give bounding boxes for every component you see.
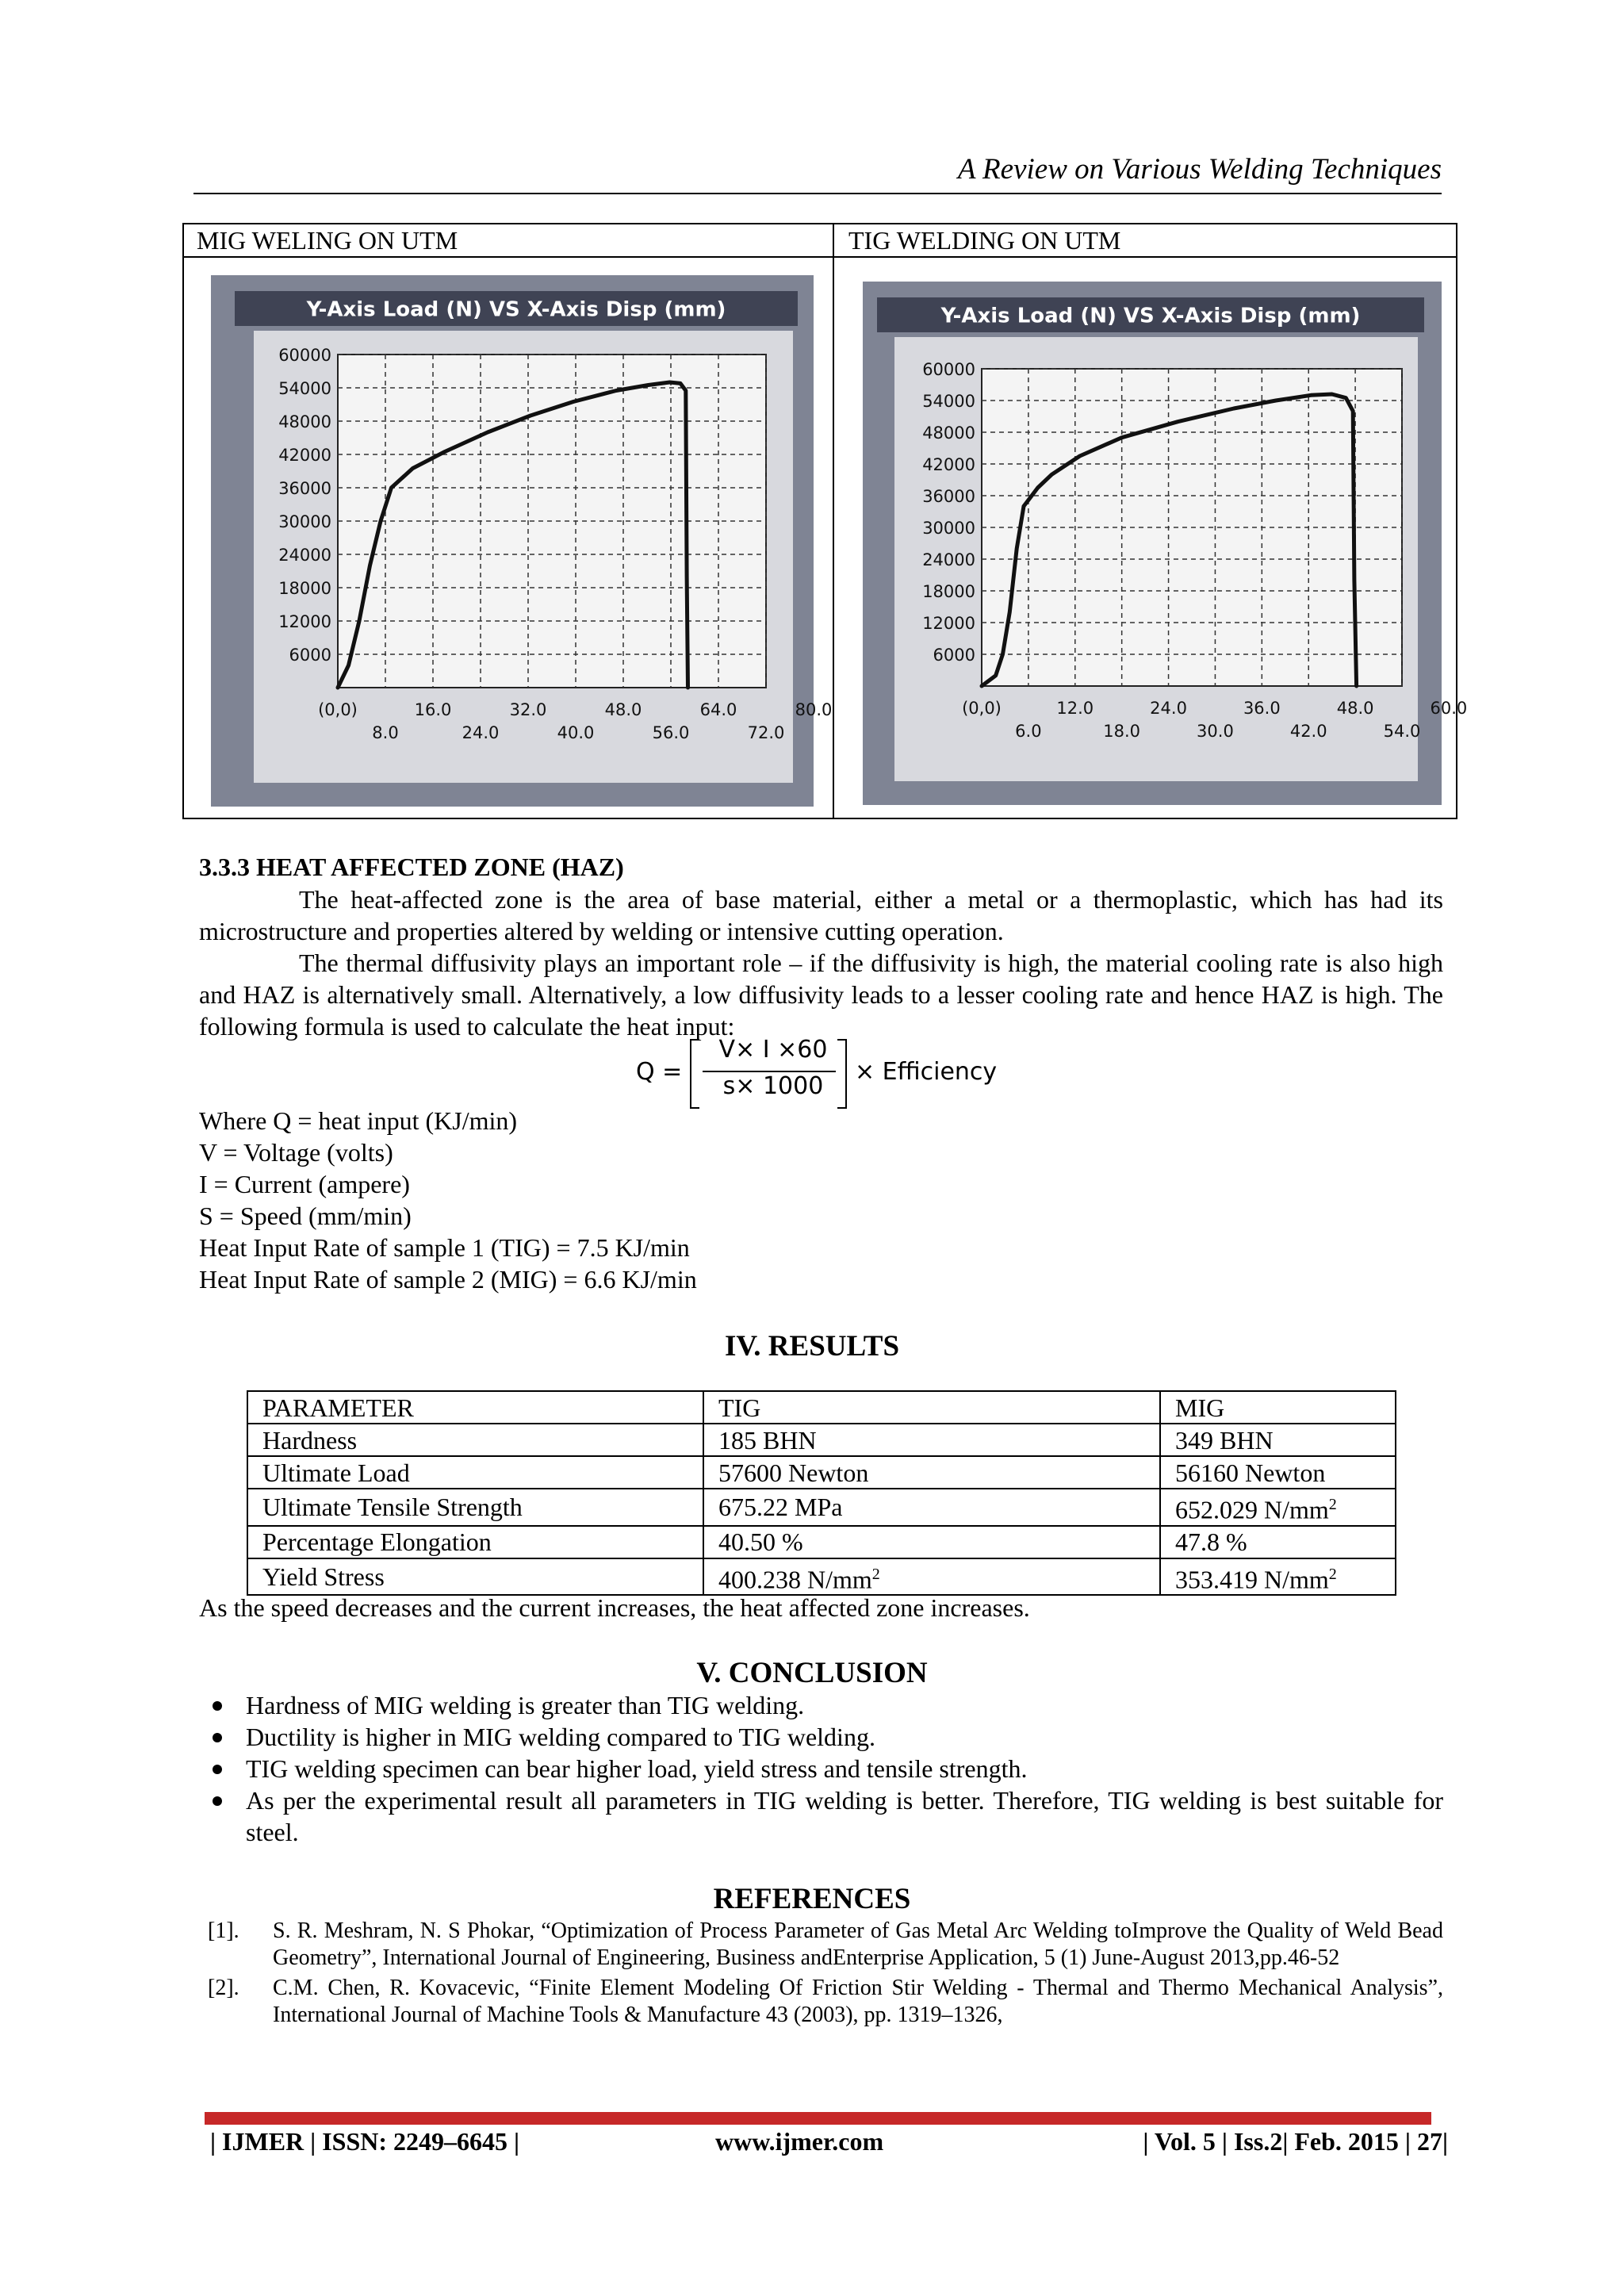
conclusion-list xyxy=(208,1689,1443,1848)
reference-item xyxy=(208,1918,1443,1972)
chart-x-tick-label: 36.0 xyxy=(1243,699,1281,718)
formula-lhs: Q = xyxy=(636,1058,683,1086)
chart-title: Y-Axis Load (N) VS X-Axis Disp (mm) xyxy=(940,304,1361,328)
table-cell: 349 BHN xyxy=(1160,1424,1396,1456)
formula-definitions xyxy=(199,1105,697,1295)
chart-y-tick-label: 48000 xyxy=(922,424,975,443)
chart-x-tick-label: 42.0 xyxy=(1289,722,1327,741)
chart-x-tick-label: 48.0 xyxy=(604,700,642,719)
chart-x-tick-label: 24.0 xyxy=(462,723,500,742)
chart-y-tick-label: 18000 xyxy=(922,582,975,601)
header-rule xyxy=(193,193,1442,194)
list-item-text: TIG welding specimen can bear higher load, yield stress and tensile strength. xyxy=(246,1754,1028,1783)
definition-line: V = Voltage (volts) xyxy=(199,1138,393,1167)
chart-y-tick-label: 54000 xyxy=(278,379,331,398)
table-header-row xyxy=(247,1391,1396,1424)
list-item xyxy=(208,1689,1443,1721)
reference-text: S. R. Meshram, N. S Phokar, “Optimization of Process Parameter of Gas Metal Arc Welding toImprove the Quality of Weld Bead Geometry”, International Journal of Engineering, Business andEnterprise Application, 5 (1) June-August 2013,pp.46-52 xyxy=(273,1918,1443,1970)
table-cell: 56160 Newton xyxy=(1160,1456,1396,1489)
reference-number: [2]. xyxy=(208,1976,239,2000)
mig-utm-chart-svg xyxy=(211,275,833,807)
table-row xyxy=(247,1489,1396,1526)
results-note: As the speed decreases and the current increases, the heat affected zone increases. xyxy=(199,1593,1030,1622)
chart-x-tick-label: 16.0 xyxy=(414,700,452,719)
heat-input-formula xyxy=(636,1036,1017,1112)
results-heading: IV. RESULTS xyxy=(724,1330,900,1363)
table-cell: 40.50 % xyxy=(703,1526,1160,1558)
conclusion-heading: V. CONCLUSION xyxy=(696,1657,928,1689)
chart-title: Y-Axis Load (N) VS X-Axis Disp (mm) xyxy=(306,297,726,322)
chart-x-tick-label: 32.0 xyxy=(509,700,547,719)
table-header-cell: PARAMETER xyxy=(247,1391,703,1424)
tig-utm-chart xyxy=(863,282,1468,805)
table-cell: 57600 Newton xyxy=(703,1456,1160,1489)
bullet-icon xyxy=(213,1701,222,1711)
formula-numerator: V× I ×60 xyxy=(718,1036,828,1064)
chart-x-tick-label: (0,0) xyxy=(318,700,358,719)
chart-x-tick-label: 48.0 xyxy=(1336,699,1374,718)
list-item xyxy=(208,1784,1443,1848)
chart-y-tick-label: 36000 xyxy=(278,479,331,498)
mig-utm-chart xyxy=(211,275,833,807)
list-item-text: Hardness of MIG welding is greater than TIG welding. xyxy=(246,1691,805,1719)
formula-denominator: s× 1000 xyxy=(722,1072,824,1100)
chart-x-tick-label: 6.0 xyxy=(1015,722,1042,741)
chart-x-tick-label: 30.0 xyxy=(1197,722,1234,741)
chart-y-tick-label: 30000 xyxy=(922,519,975,538)
chart-x-tick-label: 40.0 xyxy=(557,723,595,742)
footer-website[interactable]: www.ijmer.com xyxy=(715,2127,884,2156)
table-cell: Yield Stress xyxy=(247,1558,703,1596)
chart-y-tick-label: 60000 xyxy=(922,360,975,379)
references-list xyxy=(208,1918,1443,2032)
chart-y-tick-label: 36000 xyxy=(922,487,975,506)
table-header-cell: TIG xyxy=(703,1391,1160,1424)
tig-figure-caption: TIG WELDING ON UTM xyxy=(834,224,1456,258)
mig-figure-caption: MIG WELING ON UTM xyxy=(184,224,833,258)
table-row xyxy=(247,1558,1396,1596)
haz-paragraph-1: The heat-affected zone is the area of base material, either a metal or a thermoplastic, which has had its microstructure and properties altered by welding or intensive cutting operation. xyxy=(199,885,1443,945)
definition-line: S = Speed (mm/min) xyxy=(199,1202,412,1230)
table-cell: 400.238 $N/mm^2$ xyxy=(703,1558,1160,1596)
results-table xyxy=(247,1390,1396,1596)
chart-y-tick-label: 30000 xyxy=(278,512,331,531)
footer-issue: | Vol. 5 | Iss.2| Feb. 2015 | 27| xyxy=(1143,2127,1448,2156)
definition-line: Heat Input Rate of sample 1 (TIG) = 7.5 KJ/min xyxy=(199,1233,690,1262)
chart-y-tick-label: 12000 xyxy=(278,612,331,631)
reference-text: C.M. Chen, R. Kovacevic, “Finite Element Modeling Of Friction Stir Welding - Thermal and Thermo Mechanical Analysis”, International Journal of Machine Tools & Manufacture 43 (2003), pp. 1319–1326, xyxy=(273,1976,1443,2027)
chart-y-tick-label: 54000 xyxy=(922,392,975,411)
definition-line: Heat Input Rate of sample 2 (MIG) = 6.6 KJ/min xyxy=(199,1265,697,1294)
chart-x-tick-label: 64.0 xyxy=(699,700,737,719)
unit-superscript: 2 xyxy=(1328,1565,1337,1583)
chart-y-tick-label: 60000 xyxy=(278,346,331,365)
chart-y-tick-label: 42000 xyxy=(922,455,975,474)
formula-bracket-left xyxy=(690,1039,699,1109)
formula-bracket-right xyxy=(837,1039,847,1109)
tig-utm-chart-svg xyxy=(863,282,1468,805)
chart-y-tick-label: 24000 xyxy=(922,550,975,569)
table-cell: 185 BHN xyxy=(703,1424,1160,1456)
haz-paragraph-2: The thermal diffusivity plays an important role – if the diffusivity is high, the material cooling rate is also high and HAZ is alternatively small. Alternatively, a low diffusivity leads to a lesser cooling rate and hence HAZ is high. The following formula is used to calculate the heat input: xyxy=(199,949,1443,1041)
references-heading: REFERENCES xyxy=(713,1883,911,1915)
unit-superscript: 2 xyxy=(1328,1496,1337,1513)
definition-line: I = Current (ampere) xyxy=(199,1170,410,1198)
formula-rhs: × Efficiency xyxy=(855,1058,998,1086)
table-cell: 47.8 % xyxy=(1160,1526,1396,1558)
table-cell: Hardness xyxy=(247,1424,703,1456)
table-cell: 353.419 $N/mm^2$ xyxy=(1160,1558,1396,1596)
chart-x-tick-label: 60.0 xyxy=(1430,699,1468,718)
reference-number: [1]. xyxy=(208,1918,239,1943)
chart-y-tick-label: 6000 xyxy=(933,646,975,665)
table-row xyxy=(247,1526,1396,1558)
chart-x-tick-label: (0,0) xyxy=(962,699,1002,718)
chart-y-tick-label: 6000 xyxy=(289,646,331,665)
chart-x-tick-label: 8.0 xyxy=(372,723,399,742)
bullet-icon xyxy=(213,1765,222,1774)
table-cell: 652.029 $N/mm^2$ xyxy=(1160,1489,1396,1526)
table-cell: Ultimate Load xyxy=(247,1456,703,1489)
table-row xyxy=(247,1424,1396,1456)
chart-x-tick-label: 80.0 xyxy=(795,700,833,719)
chart-y-tick-label: 48000 xyxy=(278,412,331,431)
haz-heading: 3.3.3 HEAT AFFECTED ZONE (HAZ) xyxy=(199,853,624,881)
reference-item xyxy=(208,1975,1443,2029)
table-cell: Ultimate Tensile Strength xyxy=(247,1489,703,1526)
running-header: A Review on Various Welding Techniques xyxy=(957,153,1442,186)
footer-journal: | IJMER | ISSN: 2249–6645 | xyxy=(210,2127,520,2156)
chart-y-tick-label: 42000 xyxy=(278,446,331,465)
chart-x-tick-label: 18.0 xyxy=(1103,722,1141,741)
chart-y-tick-label: 24000 xyxy=(278,546,331,565)
chart-x-tick-label: 72.0 xyxy=(747,723,785,742)
mig-figure-cell xyxy=(184,224,834,818)
list-item xyxy=(208,1721,1443,1753)
chart-y-tick-label: 12000 xyxy=(922,614,975,633)
definition-line: Where Q = heat input (KJ/min) xyxy=(199,1106,518,1135)
chart-x-tick-label: 24.0 xyxy=(1150,699,1187,718)
bullet-icon xyxy=(213,1796,222,1806)
list-item xyxy=(208,1753,1443,1784)
unit-superscript: 2 xyxy=(871,1565,880,1583)
list-item-text: As per the experimental result all parameters in TIG welding is better. Therefore, TIG welding is best suitable for steel. xyxy=(246,1786,1443,1846)
chart-x-tick-label: 56.0 xyxy=(652,723,690,742)
chart-x-tick-label: 54.0 xyxy=(1383,722,1421,741)
footer-accent-bar xyxy=(205,2112,1431,2125)
table-cell: Percentage Elongation xyxy=(247,1526,703,1558)
chart-x-tick-label: 12.0 xyxy=(1056,699,1094,718)
table-row xyxy=(247,1456,1396,1489)
tig-figure-cell xyxy=(834,224,1468,818)
list-item-text: Ductility is higher in MIG welding compared to TIG welding. xyxy=(246,1723,875,1751)
utm-figure-table xyxy=(182,223,1468,819)
bullet-icon xyxy=(213,1733,222,1742)
chart-y-tick-label: 18000 xyxy=(278,579,331,598)
table-cell: 675.22 MPa xyxy=(703,1489,1160,1526)
table-header-cell: MIG xyxy=(1160,1391,1396,1424)
